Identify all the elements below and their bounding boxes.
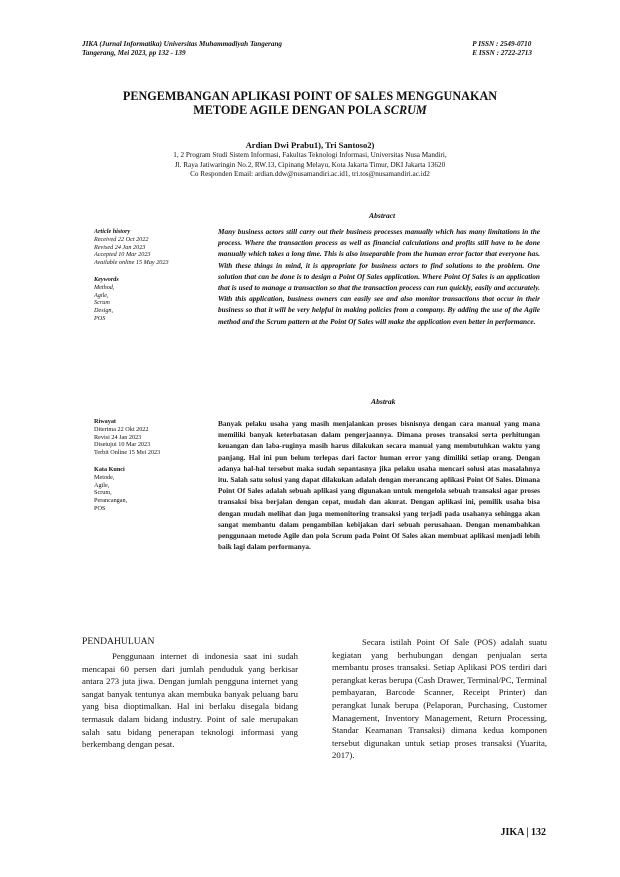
paper-title <box>60 89 560 117</box>
author-list: Ardian Dwi Prabu1), Tri Santoso2) <box>245 140 375 150</box>
running-header-left <box>82 40 282 58</box>
history-heading-id: Riwayat <box>94 418 116 425</box>
section-title: PENDAHULUAN <box>82 636 155 647</box>
article-history-en <box>94 228 204 323</box>
abstract-text-id: Banyak pelaku usaha yang masih menjalankan proses bisnisnya dengan cara manual yang mana memiliki banyak keterbatasan dalam pengerjaannya. Dimana proses transaksi serta perhitungan keuangan dan laba-ruginya masih harus dilakukan secara manual yang membutuhkan waktu yang panjang. Hal ini pun belum terlepas dari factor human error yang dimiliki setiap orang. Dengan adanya hal-hal tersebut maka sudah sepantasnya jika pelaku usaha mencari solusi atas masalahnya itu. Salah satu solusi yang dapat dilakukan adalah dengan merancang aplikasi Point Of Sales. Dimana Point Of Sales adalah sebuah aplikasi yang digunakan untuk mengelola sebuah transaksi agar proses transaksi bisa berjalan dengan cepat, mudah dan akurat. Dengan aplikasi ini, pemilik usaha bisa dengan mudah melihat dan juga memonitoring transaksi yang terjadi pada usahanya sehingga akan sangat membantu dalam pengambilan kebijakan dari sebuah perusahaan. Dengan menambahkan penggunaan metode Agile dan pola Scrum pada Point Of Sales akan membuat aplikasi menjadi lebih baik lagi dalam performanya. <box>218 419 540 552</box>
affiliation-line-1: 1, 2 Program Studi Sistem Informasi, Fakultas Teknologi Informasi, Universitas Nusa Mandiri, <box>173 151 447 159</box>
kata-kunci-item: Metode, <box>94 473 115 481</box>
abstract-heading-en: Abstract <box>369 211 396 220</box>
kata-kunci-item: POS <box>94 504 106 512</box>
affiliation-line-3: Co Responden Email: ardian.ddw@nusamandiri.ac.id1, tri.tos@nusamandiri.ac.id2 <box>190 170 430 179</box>
body-paragraph-left: Penggunaan internet di indonesia saat ini sudah mencapai 60 persen dari jumlah penduduk yang berkisar antara 273 juta jiwa. Dengan jumlah pengguna internet yang sangat banyak tentunya akan membuka banyak peluang baru yang bisa dioptimalkan. Hal ini berlaku disegala bidang termasuk dalam bidang industry. Point of sale merupakan salah satu bidang penerapan teknologi informasi yang berkembang dengan pesat. <box>82 651 298 750</box>
title-line-1: PENGEMBANGAN APLIKASI POINT OF SALES MENGGUNAKAN <box>122 89 498 103</box>
kata-kunci-item: Scrum, <box>94 489 112 497</box>
article-history-id <box>94 418 204 513</box>
riwayat-disetujui: Disetujui 10 Mar 2023 <box>94 441 151 449</box>
keyword-item: Agile, <box>94 291 109 299</box>
keywords-heading-en: Keywords <box>94 275 119 283</box>
electronic-issn: E ISSN : 2722-2713 <box>472 49 532 57</box>
keywords-heading-id: Kata Kunci <box>94 465 125 473</box>
kata-kunci-item: Agile, <box>94 481 110 489</box>
riwayat-revisi: Revisi 24 Jan 2023 <box>94 433 142 441</box>
journal-name: JIKA (Jurnal Informatika) Universitas Muhammadiyah Tangerang <box>82 40 283 48</box>
history-online: Available online 15 May 2023 <box>94 259 169 267</box>
keyword-item: Scrum <box>94 299 110 307</box>
page-number: JIKA | 132 <box>500 827 546 838</box>
history-accepted: Accepted 10 Mar 2023 <box>94 251 151 259</box>
running-header-right <box>472 40 532 58</box>
keyword-item: Method, <box>94 283 115 291</box>
journal-issue: Tangerang, Mei 2023, pp 132 - 139 <box>82 49 186 57</box>
abstract-text-en: Many business actors still carry out their business processes manually which has many limitations in the process. Where the transaction process as well as financial calculations and profits still have to be done manually which takes a long time. This is also inseparable from the human error factor that everyone has. With these things in mind, it is appropriate for business actors to find solutions to the problem. One solution that can be done is to design a Point Of Sales application. Where Point Of Sales is an application that is used to manage a transaction so that the transaction process can run quickly, easily and accurately. With this application, business owners can easily see and also monitor transactions that occur in their business so that it will be very helpful in making policies from a company. By adding the use of the Agile method and the Scrum pattern at the Point Of Sales will make the application even better in performance. <box>218 227 540 326</box>
body-paragraph-right: Secara istilah Point Of Sale (POS) adalah suatu kegiatan yang berhubungan dengan penjualan serta membantu proses transaksi. Setiap Aplikasi POS terdiri dari perangkat keras berupa (Cash Drawer, Terminal/PC, Terminal pembayaran, Barcode Scanner, Receipt Printer) dan perangkat lunak berupa (Pelaporan, Purchasing, Customer Management, Inventory Management, Return Processing, Standar Keamanan Transaksi) dimana kedua komponen tersebut digunakan untuk setiap proses transaksi (Yuarita, 2017). <box>332 637 547 761</box>
keyword-item: Design, <box>94 307 114 315</box>
history-heading-en: Article history <box>94 228 131 235</box>
riwayat-terbit: Terbit Online 15 Mei 2023 <box>94 449 161 457</box>
kata-kunci-item: Perancangan, <box>94 497 128 505</box>
title-line-2: METODE AGILE DENGAN POLA SCRUM <box>193 103 427 117</box>
riwayat-diterima: Diterima 22 Okt 2022 <box>94 425 149 433</box>
history-revised: Revised 24 Jan 2023 <box>94 243 146 251</box>
affiliation-line-2: Jl. Raya Jatiwaringin No.2, RW.13, Cipinang Melayu, Kota Jakarta Timur, DKI Jakarta 13620 <box>174 160 446 169</box>
title-italic-word: SCRUM <box>384 103 427 117</box>
keyword-item: POS <box>94 314 106 322</box>
abstract-heading-id: Abstrak <box>371 397 396 406</box>
history-received: Received 22 Oct 2022 <box>94 235 149 243</box>
affiliation-block <box>100 151 520 180</box>
print-issn: P ISSN : 2549-0710 <box>472 40 532 48</box>
